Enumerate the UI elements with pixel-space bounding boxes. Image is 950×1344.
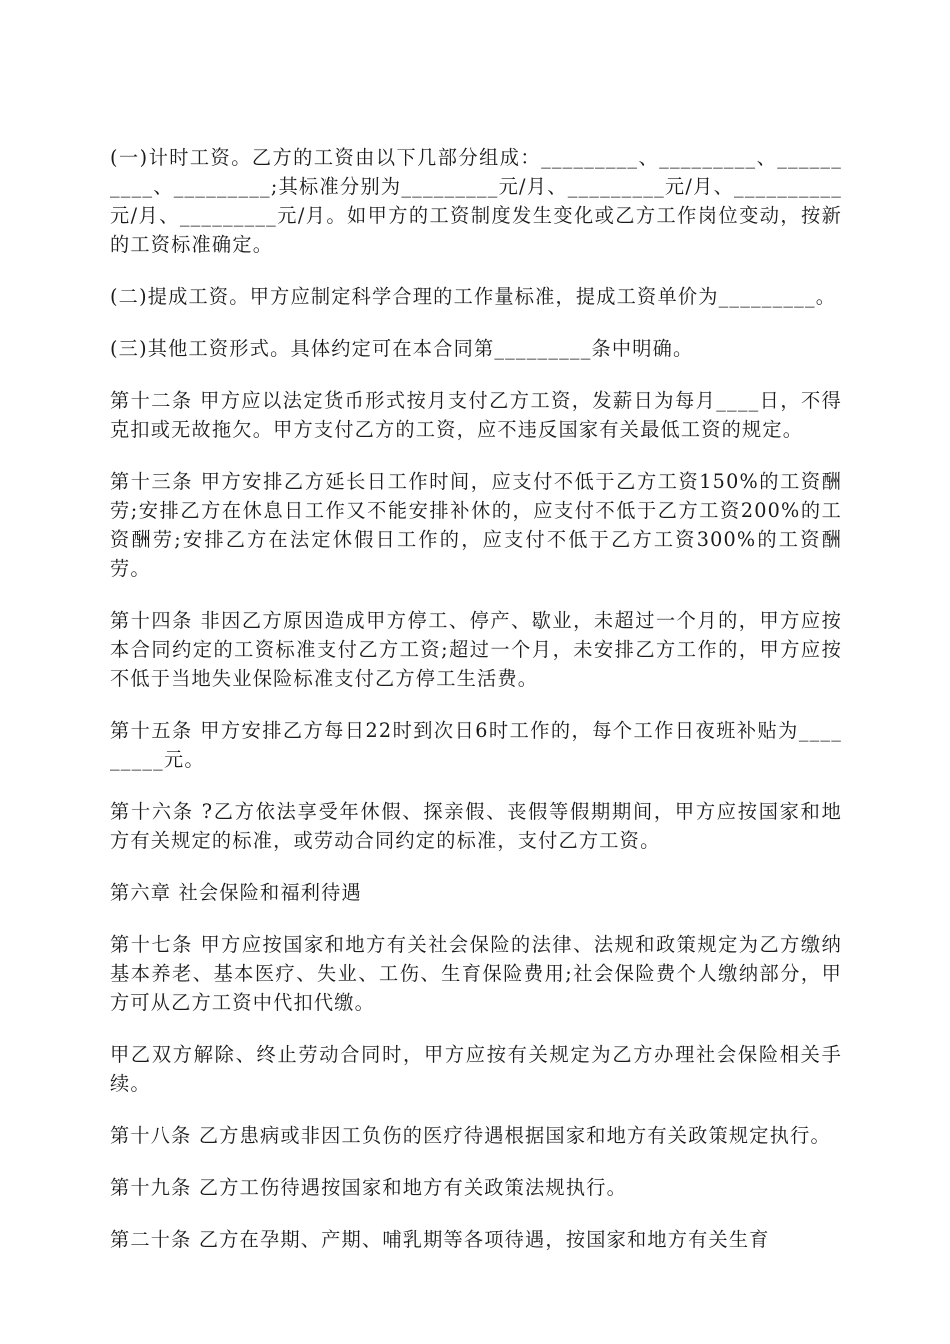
article-19: 第十九条 乙方工伤待遇按国家和地方有关政策法规执行。 bbox=[110, 1176, 627, 1199]
article-14: 第十四条 非因乙方原因造成甲方停工、停产、歇业，未超过一个月的，甲方应按本合同约定的工资标准支付乙方工资;超过一个月，未安排乙方工作的，甲方应按不低于当地失业保险标准支付乙方停工生活费。 bbox=[110, 609, 842, 690]
article-12: 第十二条 甲方应以法定货币形式按月支付乙方工资，发薪日为每月____日，不得克扣或无故拖欠。甲方支付乙方的工资，应不违反国家有关最低工资的规定。 bbox=[110, 389, 842, 441]
article-13: 第十三条 甲方安排乙方延长日工作时间，应支付不低于乙方工资150%的工资酬劳;安排乙方在休息日工作又不能安排补休的，应支付不低于乙方工资200%的工资酬劳;安排乙方在法定休假日工作的，应支付不低于乙方工资300%的工资酬劳。 bbox=[110, 470, 842, 580]
article-18: 第十八条 乙方患病或非因工负伤的医疗待遇根据国家和地方有关政策规定执行。 bbox=[110, 1124, 831, 1147]
article-16: 第十六条 ?乙方依法享受年休假、探亲假、丧假等假期期间，甲方应按国家和地方有关规定的标准，或劳动合同约定的标准，支付乙方工资。 bbox=[110, 800, 842, 852]
paragraph-commission-wage: (二)提成工资。甲方应制定科学合理的工作量标准，提成工资单价为_________。 bbox=[110, 285, 837, 308]
paragraph-hourly-wage: (一)计时工资。乙方的工资由以下几部分组成：_________、_________、__________、_________;其标准分别为_________元/月、_________元/月、__________元/月、_________元/月。如甲方的工资制度发生变化或乙方工作岗位变动，按新的工资标准确定。 bbox=[110, 146, 842, 256]
article-15: 第十五条 甲方安排乙方每日22时到次日6时工作的，每个工作日夜班补贴为_________元。 bbox=[110, 719, 842, 771]
paragraph-other-wage: (三)其他工资形式。具体约定可在本合同第_________条中明确。 bbox=[110, 337, 694, 360]
chapter-6-heading: 第六章 社会保险和福利待遇 bbox=[110, 881, 362, 904]
article-17-continued: 甲乙双方解除、终止劳动合同时，甲方应按有关规定为乙方办理社会保险相关手续。 bbox=[110, 1043, 842, 1095]
article-17: 第十七条 甲方应按国家和地方有关社会保险的法律、法规和政策规定为乙方缴纳基本养老、基本医疗、失业、工伤、生育保险费用;社会保险费个人缴纳部分，甲方可从乙方工资中代扣代缴。 bbox=[110, 933, 842, 1014]
article-20: 第二十条 乙方在孕期、产期、哺乳期等各项待遇，按国家和地方有关生育 bbox=[110, 1228, 770, 1251]
document-body bbox=[110, 143, 842, 1277]
